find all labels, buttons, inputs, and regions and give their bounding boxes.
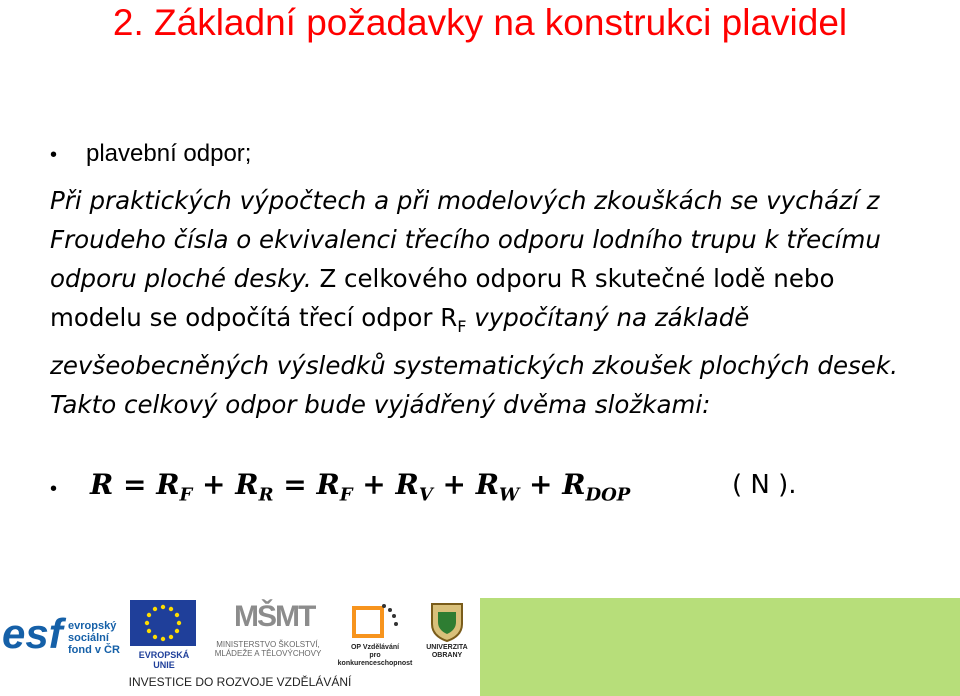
formula-unit: ( N ).: [732, 470, 797, 500]
formula-term: R: [90, 468, 114, 501]
green-band: [480, 598, 960, 696]
msmt-text: MINISTERSTVO ŠKOLSTVÍ, MLÁDEŽE A TĚLOVÝCHOVY: [214, 640, 322, 658]
bullet-heading: plavební odpor;: [86, 140, 252, 167]
shield-icon: [416, 600, 478, 642]
msmt-logo: [206, 600, 330, 666]
resistance-formula: [90, 468, 630, 506]
paragraph-part2: Z celkového odporu R skutečné lodě nebo modelu se odpočítá třecí odpor R: [50, 264, 835, 332]
formula-operator: +: [352, 468, 396, 501]
invest-slogan: INVESTICE DO ROZVOJE VZDĚLÁVÁNÍ: [128, 675, 352, 689]
uo-text: UNIVERZITA OBRANY: [426, 644, 468, 659]
paragraph-subscript: F: [457, 316, 467, 336]
op-text: OP Vzdělávání pro konkurenceschopnost: [337, 644, 413, 667]
formula-operator: =: [273, 468, 317, 501]
footer-logos: [0, 598, 960, 696]
formula-term: R: [395, 468, 419, 501]
op-mark-icon: [334, 600, 414, 642]
formula-subscript: DOP: [585, 484, 631, 506]
body-paragraph: [50, 181, 930, 424]
esf-mark: esf: [2, 610, 63, 657]
bullet-icon: •: [50, 144, 58, 166]
slide-title: 2. Základní požadavky na konstrukci plavidel: [112, 2, 848, 43]
formula-subscript: F: [179, 484, 193, 506]
paragraph-part1: Při praktických výpočtech a při modelových zkouškách se vychází z Froudeho čísla o ekvivalenci třecího odporu lodního trupu k třecímu odporu ploché desky.: [50, 186, 881, 293]
formula-operator: =: [113, 468, 157, 501]
formula-term: R: [235, 468, 259, 501]
formula-subscript: W: [499, 484, 520, 506]
formula-operator: +: [432, 468, 476, 501]
formula-subscript: F: [339, 484, 353, 506]
eu-flag-icon: [130, 600, 196, 646]
eu-text: EVROPSKÁ UNIE: [138, 650, 190, 670]
esf-text: evropský sociální fond v ČR: [68, 620, 120, 656]
msmt-mark: MŠMT: [234, 600, 315, 633]
formula-operator: +: [519, 468, 563, 501]
formula-subscript: V: [418, 484, 433, 506]
bullet-icon: •: [50, 478, 58, 500]
formula-operator: +: [192, 468, 236, 501]
paragraph-part3: vypočítaný na základě zevšeobecněných výsledků systematických zkoušek plochých desek. Takto celkový odpor bude vyjádřený dvěma složkami:: [50, 303, 898, 419]
formula-subscript: R: [258, 484, 274, 506]
logo-row: [0, 598, 480, 668]
op-logo: [334, 600, 414, 666]
uo-logo: [416, 600, 478, 666]
formula-term: R: [156, 468, 180, 501]
formula-term: R: [562, 468, 586, 501]
formula-term: R: [316, 468, 340, 501]
eu-logo: [128, 600, 200, 670]
formula-term: R: [475, 468, 500, 501]
esf-logo: [2, 602, 122, 662]
